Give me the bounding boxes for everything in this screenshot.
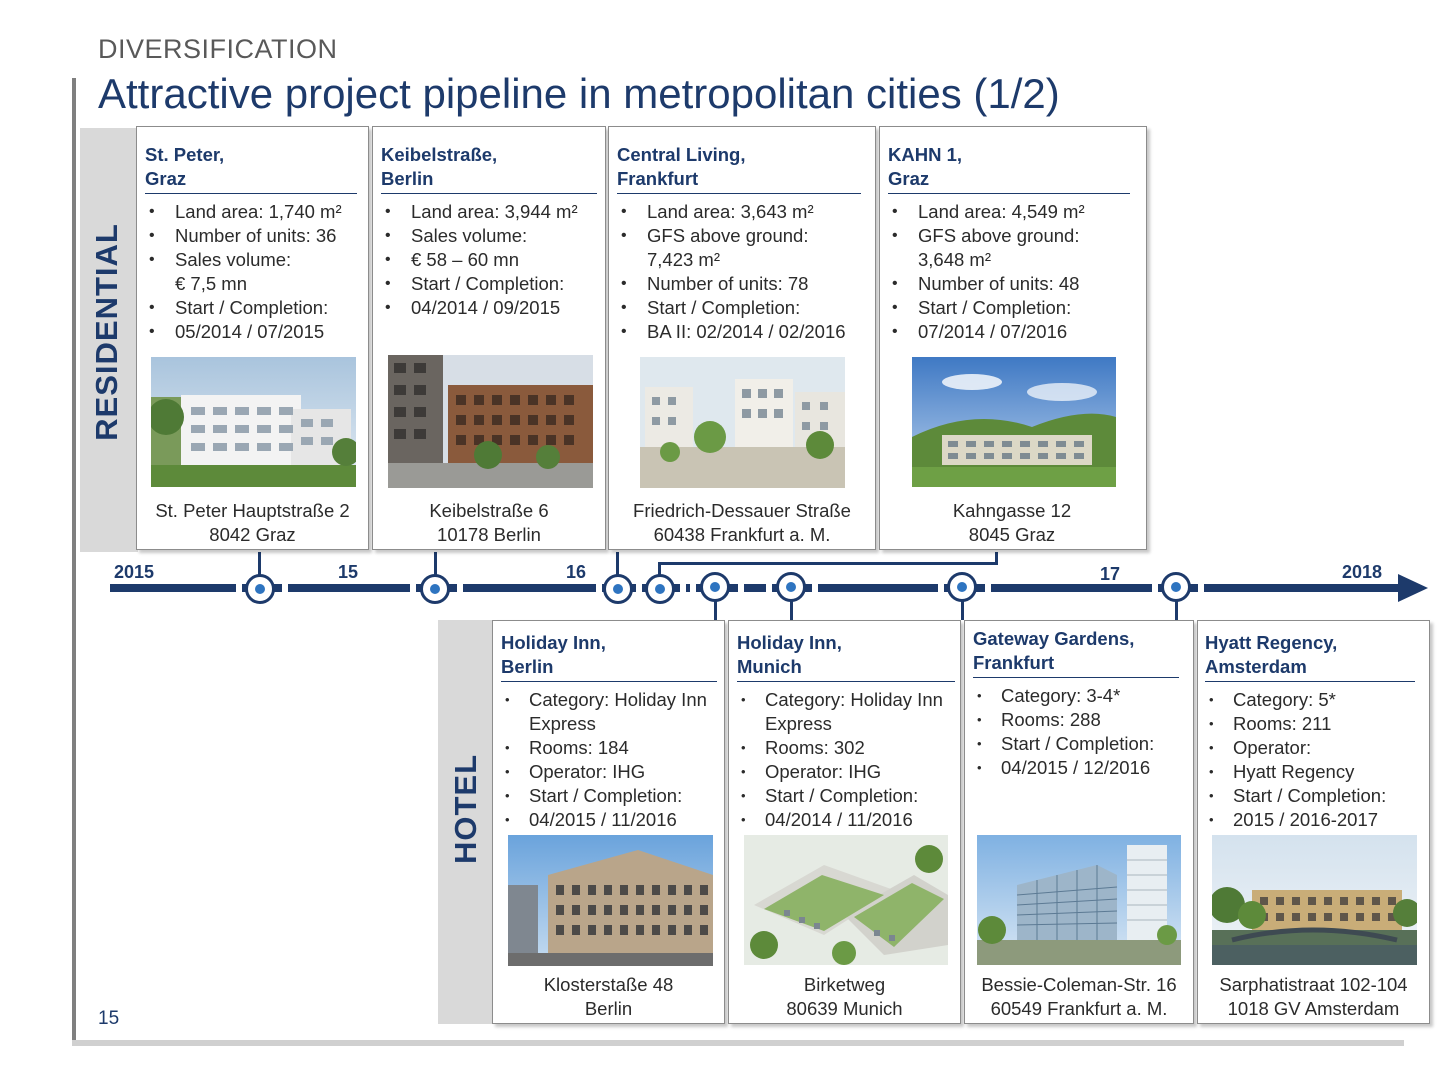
list-item: • Operator: bbox=[1209, 737, 1312, 758]
timeline-gap bbox=[457, 582, 463, 594]
timeline-marker bbox=[947, 572, 977, 602]
timeline-marker bbox=[420, 574, 450, 604]
timeline-gap bbox=[1198, 582, 1204, 594]
list-item: • Start / Completion: bbox=[505, 785, 683, 806]
section-kicker: DIVERSIFICATION bbox=[98, 34, 338, 64]
timeline-gap bbox=[680, 582, 686, 594]
list-item: • Number of units: 48 bbox=[892, 273, 1080, 294]
project-details bbox=[1205, 688, 1415, 832]
timeline-gap bbox=[282, 582, 288, 594]
hotel-photo bbox=[508, 835, 713, 966]
timeline-gap bbox=[236, 582, 242, 594]
building-photo bbox=[912, 357, 1116, 487]
timeline-label-2018: 2018 bbox=[1342, 562, 1383, 582]
project-title: Holiday Inn, Munich bbox=[737, 631, 955, 682]
list-item: • Land area: 4,549 m² bbox=[892, 201, 1085, 222]
project-title: Holiday Inn, Berlin bbox=[501, 631, 717, 682]
timeline-gap bbox=[985, 582, 991, 594]
list-item: • Start / Completion: bbox=[149, 297, 329, 318]
project-address: Kahngasse 12 8045 Graz bbox=[952, 500, 1072, 545]
list-item: • 04/2014 / 11/2016 bbox=[741, 809, 913, 830]
timeline-marker bbox=[603, 574, 633, 604]
project-title: Central Living, Frankfurt bbox=[617, 143, 861, 194]
list-item: • Operator: IHG bbox=[505, 761, 646, 782]
timeline-label-15: 15 bbox=[338, 562, 359, 582]
list-item: • 07/2014 / 07/2016 bbox=[892, 321, 1068, 342]
project-details bbox=[888, 200, 1130, 344]
project-title: KAHN 1, Graz bbox=[888, 143, 1130, 194]
project-details bbox=[737, 688, 955, 832]
project-details bbox=[145, 200, 357, 344]
timeline-gap bbox=[738, 582, 744, 594]
timeline-gap bbox=[636, 582, 642, 594]
list-item: • Rooms: 184 bbox=[505, 737, 629, 758]
list-item: • Category: 5* bbox=[1209, 689, 1336, 710]
list-item: • Land area: 1,740 m² bbox=[149, 201, 342, 222]
connector bbox=[658, 562, 998, 565]
project-address: Sarphatistraat 102-104 1018 GV Amsterdam bbox=[1219, 974, 1408, 1019]
list-item: • Sales volume: € 7,5 mn bbox=[149, 249, 292, 294]
project-address: Birketweg 80639 Munich bbox=[786, 974, 903, 1019]
list-item: • Number of units: 36 bbox=[149, 225, 337, 246]
project-address: Klosterstaße 48 Berlin bbox=[543, 974, 674, 1019]
list-item: • Operator: IHG bbox=[741, 761, 882, 782]
timeline-gap bbox=[1152, 582, 1158, 594]
list-item: • GFS above ground: 7,423 m² bbox=[621, 225, 809, 270]
residential-label: RESIDENTIAL bbox=[89, 223, 124, 441]
timeline-marker bbox=[245, 574, 275, 604]
list-item: • Start / Completion: bbox=[621, 297, 801, 318]
list-item: • 04/2015 / 11/2016 bbox=[505, 809, 677, 830]
building-photo bbox=[640, 357, 845, 488]
project-address: St. Peter Hauptstraße 2 8042 Graz bbox=[155, 500, 350, 545]
building-photo bbox=[151, 357, 356, 487]
timeline-arrow-icon bbox=[1398, 574, 1428, 602]
timeline-label-16: 16 bbox=[566, 562, 587, 582]
list-item: • Start / Completion: bbox=[977, 733, 1155, 754]
connector bbox=[995, 552, 998, 565]
hotel-photo bbox=[744, 835, 948, 965]
list-item: • Land area: 3,944 m² bbox=[385, 201, 578, 222]
project-title: St. Peter, Graz bbox=[145, 143, 357, 194]
timeline-marker bbox=[776, 572, 806, 602]
list-item: • Start / Completion: bbox=[892, 297, 1072, 318]
timeline-gap bbox=[938, 582, 944, 594]
timeline-gap bbox=[690, 582, 696, 594]
timeline-axis bbox=[110, 584, 1410, 592]
project-address: Bessie-Coleman-Str. 16 60549 Frankfurt a. M. bbox=[981, 974, 1177, 1019]
project-card-gateway-gardens bbox=[964, 620, 1194, 1024]
list-item: • 05/2014 / 07/2015 bbox=[149, 321, 325, 342]
timeline-label-2015: 2015 bbox=[114, 562, 155, 582]
list-item: • Hyatt Regency bbox=[1209, 761, 1355, 782]
list-item: • Start / Completion: bbox=[385, 273, 565, 294]
project-title: Hyatt Regency, Amsterdam bbox=[1205, 631, 1415, 682]
project-title: Gateway Gardens, Frankfurt bbox=[973, 627, 1179, 678]
list-item: • Number of units: 78 bbox=[621, 273, 809, 294]
project-address: Friedrich-Dessauer Straße 60438 Frankfurt a. M. bbox=[633, 500, 851, 545]
list-item: • € 58 – 60 mn bbox=[385, 249, 519, 270]
list-item: • Category: Holiday Inn Express bbox=[505, 689, 707, 734]
building-photo bbox=[388, 355, 593, 488]
timeline-gap bbox=[766, 582, 772, 594]
list-item: • Category: 3-4* bbox=[977, 685, 1121, 706]
project-address: Keibelstraße 6 10178 Berlin bbox=[429, 500, 549, 545]
project-card-keibelstrasse bbox=[372, 126, 606, 550]
timeline-gap bbox=[812, 582, 818, 594]
list-item: • Start / Completion: bbox=[1209, 785, 1387, 806]
project-card-st-peter bbox=[136, 126, 369, 550]
page-title: Attractive project pipeline in metropolitan cities (1/2) bbox=[98, 70, 1060, 117]
timeline-label-17: 17 bbox=[1100, 564, 1121, 584]
list-item: • BA II: 02/2014 / 02/2016 bbox=[621, 321, 846, 342]
project-title: Keibelstraße, Berlin bbox=[381, 143, 597, 194]
list-item: • Category: Holiday Inn Express bbox=[741, 689, 943, 734]
project-card-kahn-1 bbox=[879, 126, 1147, 550]
list-item: • Rooms: 288 bbox=[977, 709, 1101, 730]
project-card-central-living bbox=[608, 126, 876, 550]
list-item: • Rooms: 302 bbox=[741, 737, 865, 758]
timeline-gap bbox=[596, 582, 602, 594]
bottom-rule bbox=[72, 1040, 1404, 1046]
project-card-holiday-inn-munich bbox=[728, 620, 961, 1024]
hotel-photo bbox=[1212, 835, 1417, 965]
project-card-holiday-inn-berlin bbox=[492, 620, 725, 1024]
list-item: • 04/2015 / 12/2016 bbox=[977, 757, 1151, 778]
left-rule bbox=[72, 78, 76, 1046]
timeline-gap bbox=[410, 582, 416, 594]
hotel-photo bbox=[977, 835, 1181, 965]
timeline-marker bbox=[645, 574, 675, 604]
hotel-label: HOTEL bbox=[448, 753, 483, 865]
project-card-hyatt-regency bbox=[1197, 620, 1430, 1024]
project-details bbox=[381, 200, 597, 320]
list-item: • 04/2014 / 09/2015 bbox=[385, 297, 561, 318]
page-number: 15 bbox=[98, 1008, 120, 1029]
list-item: • Sales volume: bbox=[385, 225, 528, 246]
list-item: • 2015 / 2016-2017 bbox=[1209, 809, 1379, 830]
project-details bbox=[617, 200, 861, 344]
list-item: • GFS above ground: 3,648 m² bbox=[892, 225, 1080, 270]
list-item: • Rooms: 211 bbox=[1209, 713, 1332, 734]
list-item: • Start / Completion: bbox=[741, 785, 919, 806]
project-details bbox=[501, 688, 717, 832]
list-item: • Land area: 3,643 m² bbox=[621, 201, 814, 222]
timeline-marker bbox=[700, 572, 730, 602]
timeline-marker bbox=[1161, 572, 1191, 602]
project-details bbox=[973, 684, 1179, 780]
